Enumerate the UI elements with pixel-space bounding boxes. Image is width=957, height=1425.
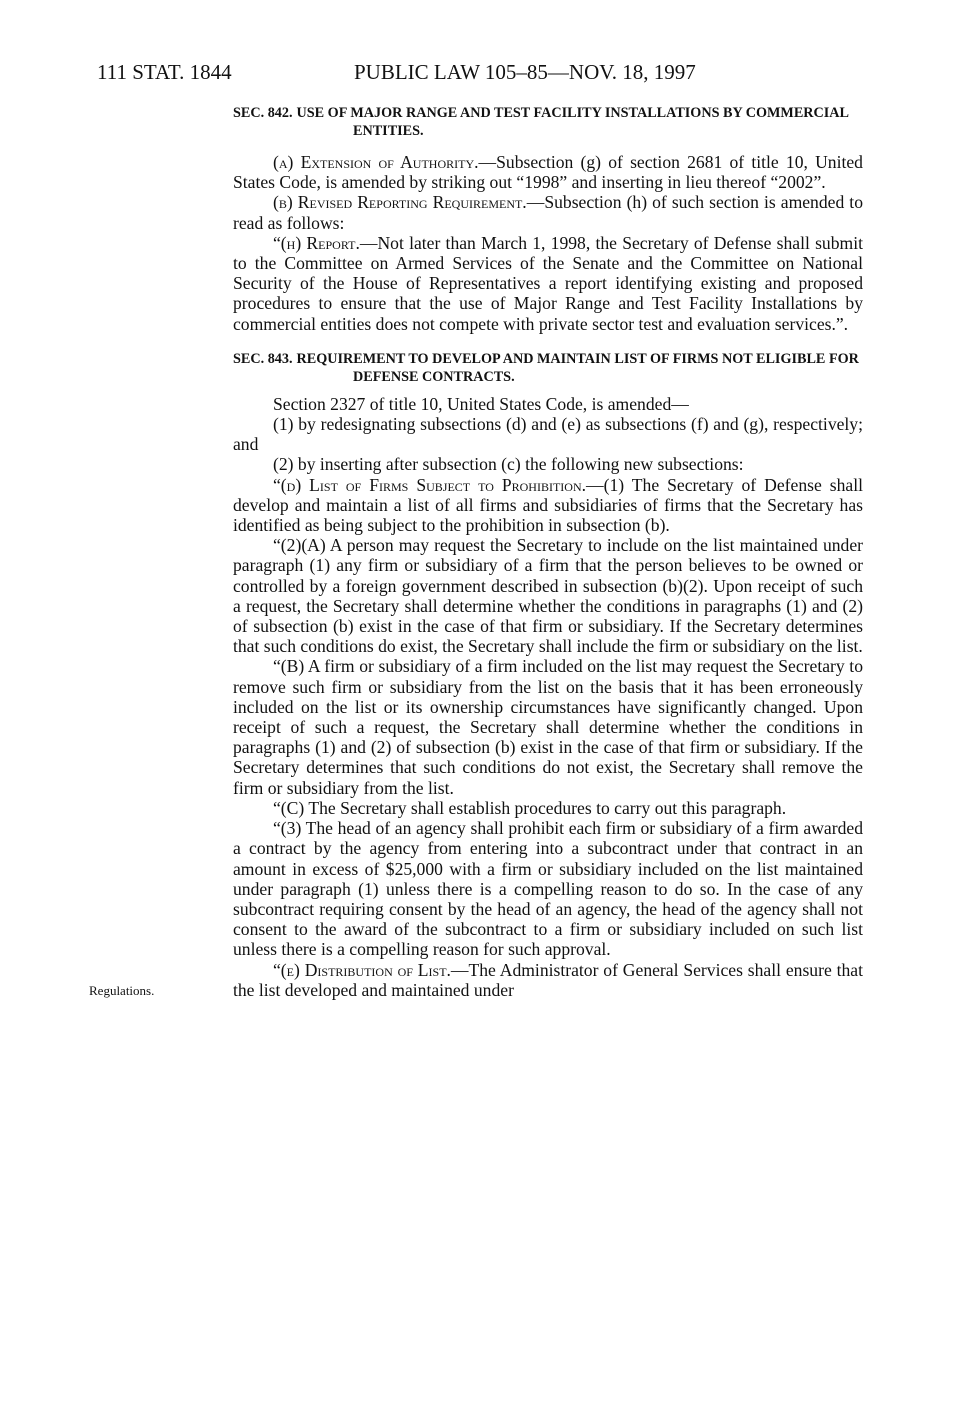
section-842-number: SEC. 842. — [233, 105, 293, 121]
section-843-item-2: (2) by inserting after subsection (c) the following new subsections: — [273, 454, 744, 475]
section-843-number: SEC. 843. — [233, 350, 293, 367]
running-header — [0, 60, 957, 86]
subsection-b-heading: (b) Revised Reporting Requirement. — [273, 192, 527, 213]
section-843-intro: Section 2327 of title 10, United States Code, is amended— — [273, 393, 689, 414]
subsection-e-heading: “(e) Distribution of List. — [273, 959, 451, 980]
section-843-heading — [233, 350, 863, 386]
section-843-title: REQUIREMENT TO DEVELOP AND MAINTAIN LIST OF FIRMS NOT ELIGIBLE FOR DEFENSE CONTRACTS. — [296, 350, 859, 385]
paragraph-2a: “(2)(A) A person may request the Secretary to include on the list maintained under paragraph (1) any firm or subsidiary of a firm that the person believes to be owned or controlled by a foreign government described in subsection (b)(2). Upon receipt of such a request, the Secretary shall determine whether the conditions in paragraphs (1) and (2) of subsection (b) exist in the case of that firm or subsidiary. If the Secretary determines that such conditions do exist, the Secretary shall include the firm or subsidiary on the list. — [233, 535, 863, 657]
section-842-heading — [233, 104, 863, 140]
subsection-h-report — [233, 233, 863, 334]
subsection-b — [233, 192, 863, 232]
subsection-d — [233, 475, 863, 536]
subsection-d-heading: “(d) List of Firms Subject to Prohibition. — [273, 474, 587, 495]
subsection-d-text: —(1) The Secretary of Defense shall develop and maintain a list of all firms and subsidiaries of firms that the Secretary has identified as being subject to the prohibition in subsection (b). — [233, 474, 863, 536]
paragraph-2b: “(B) A firm or subsidiary of a firm included on the list may request the Secretary to remove such firm or subsidiary from the list on the basis that it has been erroneously included on the list or its ownership circumstances have significantly changed. Upon receipt of such a request, the Secretary shall determine whether the conditions in paragraphs (1) and (2) of subsection (b) exist in the case of that firm or subsidiary. If the Secretary determines that such conditions do not exist, the Secretary shall remove the firm or subsidiary from the list. — [233, 656, 863, 798]
subsection-b-text: —Subsection (h) of such section is amended to read as follows: — [233, 192, 863, 233]
subsection-e-text: —The Administrator of General Services shall ensure that the list developed and maintained under — [233, 959, 863, 1000]
statute-citation: 111 STAT. 1844 — [97, 60, 232, 84]
subsection-a-text: —Subsection (g) of section 2681 of title 10, United States Code, is amended by striking out “1998” and inserting in lieu thereof “2002”. — [233, 152, 863, 193]
section-842-title: USE OF MAJOR RANGE AND TEST FACILITY INSTALLATIONS BY COMMERCIAL ENTITIES. — [296, 105, 849, 139]
paragraph-3: “(3) The head of an agency shall prohibit each firm or subsidiary of a firm awarded a contract by the agency from entering into a subcontract under that contract in an amount in excess of $25,000 with a firm or subsidiary included on the list maintained under paragraph (1) unless there is a compelling reason to do so. In the case of any subcontract requiring consent by the head of an agency, the head of the agency shall not consent to the award of the subcontract to a firm or subsidiary included on such list unless there is a compelling reason for such approval. — [233, 818, 863, 960]
margin-note-regulations: Regulations. — [89, 983, 155, 998]
statute-body — [233, 104, 863, 1000]
subsection-e — [233, 960, 863, 1000]
subsection-a — [233, 152, 863, 192]
public-law-title: PUBLIC LAW 105–85—NOV. 18, 1997 — [354, 60, 696, 84]
subsection-a-heading: (a) Extension of Authority. — [273, 152, 479, 172]
section-843-item-1: (1) by redesignating subsections (d) and (e) as subsections (f) and (g), respectively; and — [233, 414, 863, 455]
subsection-h-heading: “(h) Report. — [273, 232, 360, 253]
subsection-h-text: —Not later than March 1, 1998, the Secretary of Defense shall submit to the Committee on Armed Services of the Senate and the Committee on National Security of the House of Representatives a report identifying existing and proposed procedures to ensure that the use of Major Range and Test Facility Installations by commercial entities does not compete with private sector test and evaluation services.”. — [233, 232, 863, 334]
paragraph-2c: “(C) The Secretary shall establish procedures to carry out this paragraph. — [273, 797, 787, 818]
